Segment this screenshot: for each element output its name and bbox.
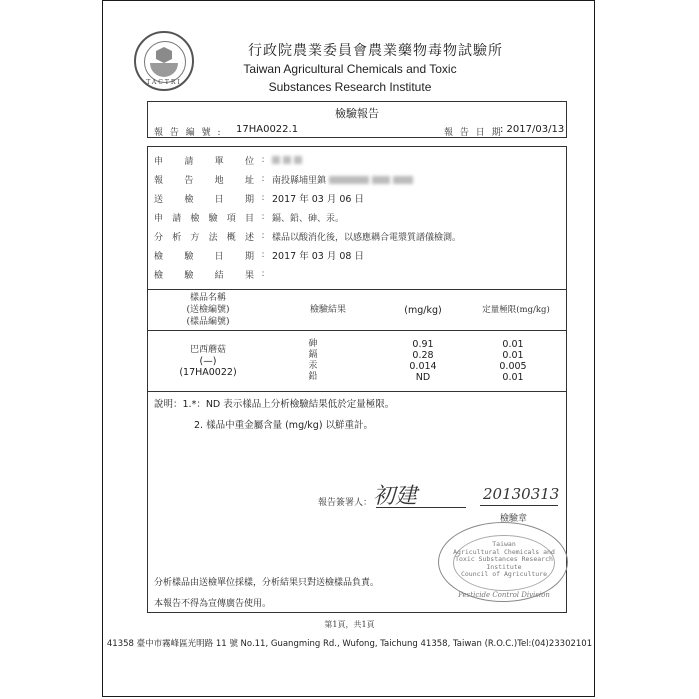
- stamp-ring-text: Pesticide Control Division: [458, 591, 550, 599]
- field-results: 檢 驗 結 果 :: [154, 269, 265, 281]
- signer-signature: 初建: [373, 484, 418, 509]
- table-values: [388, 339, 458, 383]
- institute-logo-icon: [134, 31, 194, 91]
- table-row: 0.005: [499, 361, 527, 372]
- field-label: 送 檢 日 期: [154, 194, 254, 205]
- field-value: 南投縣埔里鎮: [272, 173, 416, 186]
- table-header-sample: 樣品名稱 (送檢編號) (樣品編號): [186, 293, 230, 327]
- table-row: 0.01: [502, 350, 524, 361]
- signer-label: 報告簽署人：: [318, 498, 373, 508]
- field-value: 2017 年 03 月 06 日: [272, 194, 364, 205]
- disclaimer-2: 本報告不得為宣傳廣告使用。: [154, 599, 272, 609]
- table-elements: [298, 339, 328, 383]
- date-line: [480, 505, 558, 506]
- table-row: 0.28: [412, 350, 434, 361]
- report-title: 檢驗報告: [335, 107, 379, 120]
- table-header-divider: [148, 330, 566, 331]
- page-number: 第1頁，共1頁: [324, 620, 375, 629]
- table-header-item: 檢驗結果: [309, 305, 346, 315]
- report-date: : 2017/03/13: [500, 124, 565, 135]
- table-row: 0.91: [412, 339, 434, 350]
- table-row: ND: [415, 372, 431, 383]
- report-number: 17HA0022.1: [236, 124, 299, 135]
- table-row: 0.014: [409, 361, 437, 372]
- field-label: 檢 驗 日 期: [154, 251, 254, 262]
- report-header-box: [147, 101, 567, 138]
- table-row: 0.01: [502, 339, 524, 350]
- field-label: 報 告 地 址: [154, 175, 254, 186]
- institute-address: 41358 臺中市霧峰區光明路 11 號 No.11, Guangming Rd., Wufong, Taichung 41358, Taiwan (R.O.C.)Tel:(04)23302101: [106, 639, 593, 649]
- official-seal-stamp: [438, 522, 568, 602]
- disclaimer-1: 分析樣品由送檢單位採樣，分析結果只對送檢樣品負責。: [154, 578, 380, 588]
- table-loq-values: [478, 339, 548, 383]
- field-label: 檢 驗 結 果: [154, 270, 254, 281]
- field-applicant: 申 請 單 位 :: [154, 151, 305, 169]
- table-row: 汞: [308, 361, 318, 371]
- table-row: 鎘: [308, 350, 318, 360]
- stamp-text: Taiwan Agricultural Chemicals and Toxic Substances Research Institute Council of Agriculture: [453, 540, 555, 578]
- field-value: 樣品以酸消化後，以感應耦合電漿質譜儀檢測。: [272, 232, 462, 243]
- table-header-unit: (mg/kg): [404, 305, 442, 316]
- field-test-items: 申 請 檢 驗 項 目 : 鎘、鉛、砷、汞。: [154, 212, 345, 224]
- field-method: 分 析 方 法 概 述 : 樣品以酸消化後，以感應耦合電漿質譜儀檢測。: [154, 231, 462, 243]
- table-row: 鉛: [308, 372, 318, 382]
- field-label: 申 請 單 位: [154, 156, 254, 167]
- institute-name-en-line2: Substances Research Institute: [268, 80, 432, 94]
- report-number-label: 報 告 編 號 :: [154, 128, 223, 138]
- table-sample-cell: 巴西蘑菇 (—) (17HA0022): [179, 345, 237, 378]
- field-label: 分 析 方 法 概 述: [154, 232, 254, 243]
- field-test-date: 檢 驗 日 期 : 2017 年 03 月 08 日: [154, 250, 364, 262]
- field-submit-date: 送 檢 日 期 : 2017 年 03 月 06 日: [154, 193, 364, 205]
- note-2: 2. 樣品中重金屬含量 (mg/kg) 以鮮重計。: [194, 420, 374, 431]
- report-date-label: 報 告 日 期: [444, 128, 503, 138]
- table-row: 砷: [308, 339, 318, 349]
- institute-name-cn: 行政院農業委員會農業藥物毒物試驗所: [248, 43, 503, 59]
- handwritten-date: 20130313: [483, 485, 560, 503]
- table-bottom-divider: [148, 391, 566, 392]
- note-1: 說明：1.*：ND 表示樣品上分析檢驗結果低於定量極限。: [154, 399, 395, 410]
- table-top-divider: [148, 289, 566, 290]
- institute-name-en-line1: Taiwan Agricultural Chemicals and Toxic: [243, 62, 457, 76]
- field-value: 鎘、鉛、砷、汞。: [272, 213, 345, 224]
- field-value-redacted: [272, 155, 305, 166]
- seal-label: 檢驗章: [500, 514, 528, 524]
- table-row: 0.01: [502, 372, 524, 383]
- field-value: 2017 年 03 月 08 日: [272, 251, 364, 262]
- logo-text: TACTRI: [146, 79, 182, 86]
- field-address: 報 告 地 址 : 南投縣埔里鎮: [154, 170, 416, 188]
- signature-line: [376, 507, 466, 508]
- field-label: 申 請 檢 驗 項 目: [154, 213, 254, 224]
- table-header-loq: 定量極限(mg/kg): [482, 305, 550, 315]
